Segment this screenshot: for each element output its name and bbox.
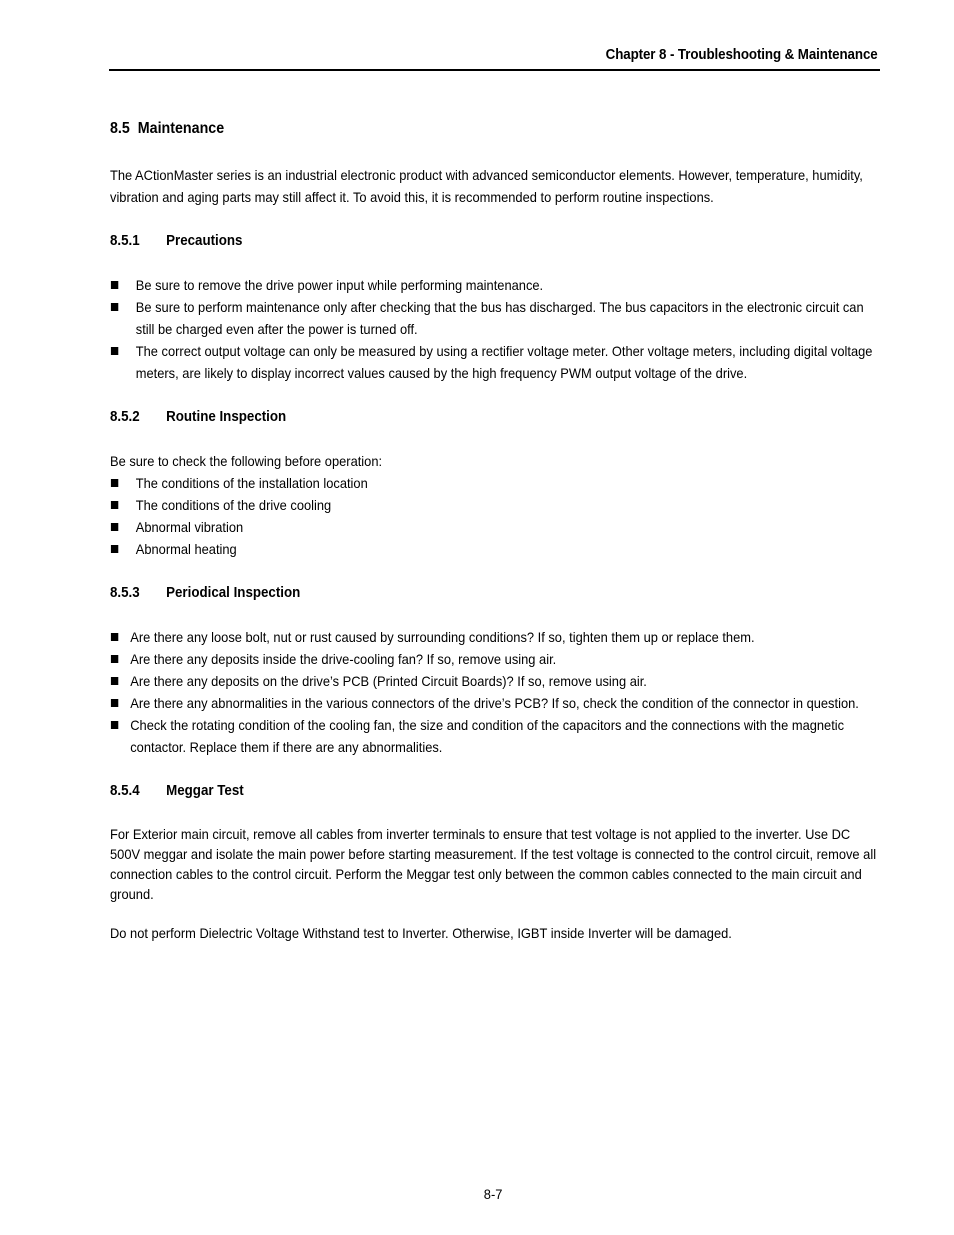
page-footer bbox=[0, 1186, 954, 1202]
list-item: Abnormal vibration bbox=[110, 516, 878, 538]
meggar-number: 8.5.4 bbox=[110, 783, 140, 799]
periodical-heading bbox=[110, 582, 817, 604]
precautions-list-wrap bbox=[110, 274, 878, 384]
routine-list-wrap bbox=[110, 450, 878, 560]
precautions-heading bbox=[110, 230, 817, 252]
meggar-paragraph-2: Do not perform Dielectric Voltage Withstand test to Inverter. Otherwise, IGBT inside Inverter will be damaged. bbox=[110, 925, 732, 941]
list-item: Are there any abnormalities in the various connectors of the drive’s PCB? If so, check the condition of the connector in question. bbox=[110, 692, 878, 714]
list-item: The conditions of the installation location bbox=[110, 472, 878, 494]
section-number: 8.5 bbox=[110, 120, 130, 137]
page-number: 8-7 bbox=[483, 1186, 503, 1202]
list-item: Are there any deposits on the drive’s PCB (Printed Circuit Boards)? If so, remove using air. bbox=[110, 670, 878, 692]
meggar-body bbox=[110, 824, 878, 943]
precautions-number: 8.5.1 bbox=[110, 233, 140, 249]
routine-list bbox=[110, 472, 878, 560]
routine-title: Routine Inspection bbox=[166, 409, 287, 425]
intro-text: The ACtionMaster series is an industrial electronic product with advanced semiconductor elements. However, temperature, humidity, vibration and aging parts may still affect it. To avoid this, it is recommended to perform routine inspections. bbox=[110, 167, 863, 205]
page-content bbox=[110, 118, 878, 943]
list-item: Check the rotating condition of the cooling fan, the size and condition of the capacitors and the connections with the magnetic contactor. Replace them if there are any abnormalities. bbox=[110, 714, 878, 758]
list-item: Be sure to perform maintenance only after checking that the bus has discharged. The bus capacitors in the electronic circuit can still be charged even after the power is turned off. bbox=[110, 296, 878, 340]
periodical-list-wrap bbox=[110, 626, 878, 758]
routine-lead: Be sure to check the following before operation: bbox=[110, 453, 383, 469]
section-title: Maintenance bbox=[137, 120, 225, 137]
section-heading bbox=[110, 118, 817, 140]
list-item: The conditions of the drive cooling bbox=[110, 494, 878, 516]
meggar-paragraph-1: For Exterior main circuit, remove all cables from inverter terminals to ensure that test voltage is not applied to the inverter. Use DC 500V meggar and isolate the main power before starting measurement. If the test voltage is connected to the control circuit, remove all connection cables to the control circuit. Perform the Meggar test only between the common cables connected to the main circuit and ground. bbox=[110, 826, 877, 902]
meggar-heading bbox=[110, 780, 817, 802]
periodical-number: 8.5.3 bbox=[110, 585, 140, 601]
list-item: Are there any deposits inside the drive-cooling fan? If so, remove using air. bbox=[110, 648, 878, 670]
routine-heading bbox=[110, 406, 817, 428]
routine-number: 8.5.2 bbox=[110, 409, 140, 425]
list-item: Abnormal heating bbox=[110, 538, 878, 560]
list-item: Be sure to remove the drive power input while performing maintenance. bbox=[110, 274, 878, 296]
list-item: The correct output voltage can only be measured by using a rectifier voltage meter. Other voltage meters, including digital voltage meters, are likely to display incorrect values caused by the high frequency PWM output voltage of the drive. bbox=[110, 340, 878, 384]
intro-paragraph bbox=[110, 164, 878, 208]
precautions-title: Precautions bbox=[166, 233, 243, 249]
list-item: Are there any loose bolt, nut or rust caused by surrounding conditions? If so, tighten them up or replace them. bbox=[110, 626, 878, 648]
periodical-list bbox=[110, 626, 878, 758]
precautions-list bbox=[110, 274, 878, 384]
page-header bbox=[109, 46, 880, 71]
meggar-title: Meggar Test bbox=[166, 783, 244, 799]
header-title: Chapter 8 - Troubleshooting & Maintenance bbox=[606, 47, 878, 63]
periodical-title: Periodical Inspection bbox=[166, 585, 301, 601]
